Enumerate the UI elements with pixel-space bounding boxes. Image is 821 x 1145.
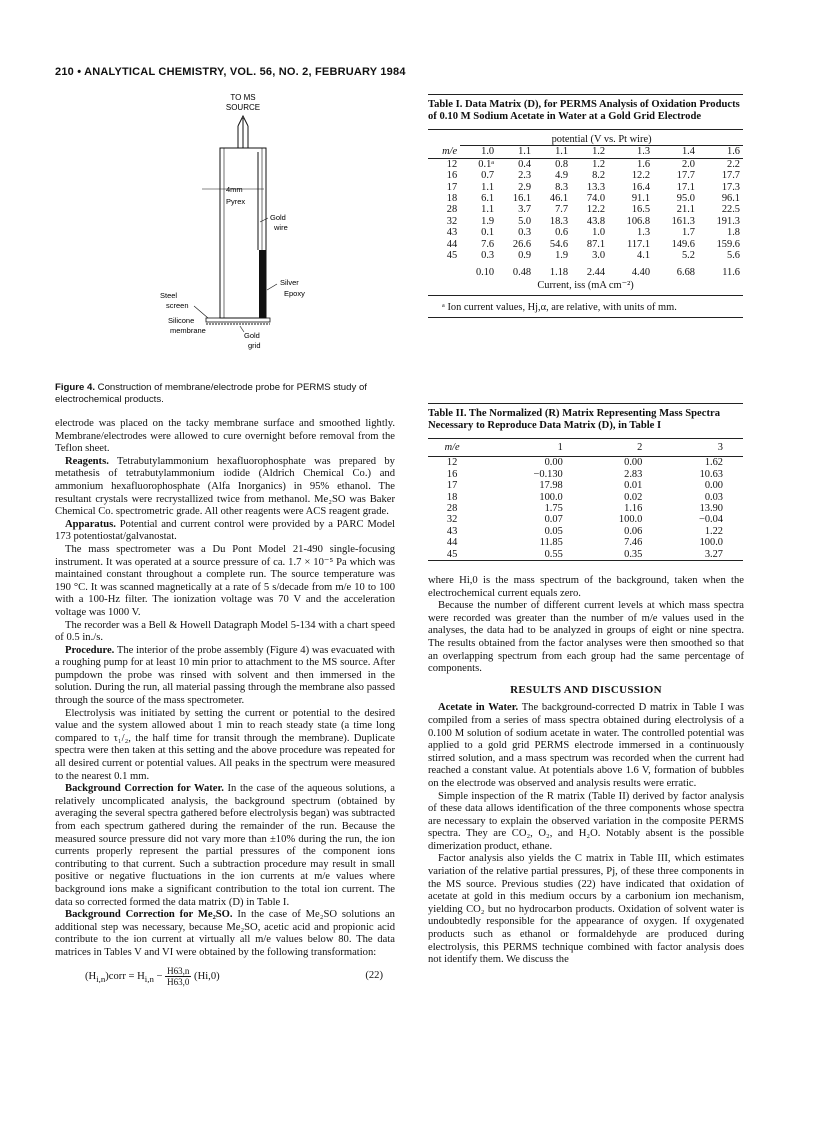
table-1-current-label: Current, iss (mA cm⁻²) <box>428 279 743 296</box>
table-row <box>428 526 743 537</box>
table-cell: 43.8 <box>586 215 606 227</box>
table-1-me-header: m/e <box>442 146 458 158</box>
table-cell: 100.0 <box>699 537 723 549</box>
head-reagents: Reagents. <box>65 455 109 467</box>
table-row <box>428 227 743 238</box>
head-apparatus: Apparatus. <box>65 518 116 530</box>
table-cell: 0.00 <box>704 480 723 492</box>
table-cell: 1.8 <box>727 227 740 239</box>
table-cell: 96.1 <box>721 193 740 205</box>
table-cell: 2.9 <box>518 181 532 193</box>
table-cell: 18 <box>446 491 458 503</box>
table-row <box>428 514 743 525</box>
table-cell: 28 <box>446 204 458 216</box>
equation-number: (22) <box>365 969 383 981</box>
table-1-current-cell: 6.68 <box>676 267 695 279</box>
table-row <box>428 239 743 250</box>
table-row <box>428 216 743 227</box>
table-cell: 16 <box>446 468 458 480</box>
table-1-col-header: 1.6 <box>727 146 740 158</box>
table-cell: −0.130 <box>533 468 563 480</box>
table-2-caption: Table II. The Normalized (R) Matrix Representing Mass Spectra Necessary to Reproduce Data Matrix (D), in Table I <box>428 408 720 431</box>
para-procedure <box>55 645 395 708</box>
table-cell: 22.5 <box>721 204 740 216</box>
table-cell: 74.0 <box>586 193 606 205</box>
table-cell: 3.7 <box>518 204 532 216</box>
table-1-header-row <box>428 146 743 158</box>
table-cell: 16.1 <box>512 193 532 205</box>
table-cell: 1.1 <box>481 204 495 216</box>
fig-label-steel-1: Steel <box>160 291 178 300</box>
figure-caption-label: Figure 4. <box>55 382 95 393</box>
table-cell: 17.7 <box>676 170 695 182</box>
table-cell: 0.01 <box>624 480 643 492</box>
table-cell: 6.1 <box>481 193 495 205</box>
table-cell: 17.1 <box>676 181 695 193</box>
table-cell: 1.9 <box>555 250 569 262</box>
text-reagents: Tetrabutylammonium hexafluorophosphate was prepared by metathesis of tetrabutylammonium iodide (Aldrich Chemical Co.) and ammonium hexafluorophosphate (Alfa Inorganics) in 95% ethanol. The resultant crystals were recrystallized twice from methanol. Me₂SO was Baker Chemical Co. spectrometric grade. All other reagents were ACS reagent grade. <box>55 455 395 518</box>
table-1-col-header: 1.1 <box>555 146 569 158</box>
table-cell: 0.4 <box>518 158 532 170</box>
table-cell: 1.1 <box>481 181 495 193</box>
table-1-col-header: 1.0 <box>481 146 495 158</box>
table-cell: 8.3 <box>555 181 569 193</box>
table-cell: 95.0 <box>676 193 695 205</box>
fig-label-gold-grid-1: Gold <box>244 331 260 340</box>
table-2-col-header: 1 <box>557 442 563 453</box>
table-cell: 1.16 <box>624 503 643 515</box>
table-cell: 2.2 <box>727 158 740 170</box>
table-cell: 0.3 <box>518 227 532 239</box>
eq-frac-den: H63,0 <box>167 976 190 987</box>
table-2-col-header: m/e <box>444 442 460 453</box>
eq-fraction <box>165 966 191 987</box>
table-cell: 100.0 <box>618 514 643 526</box>
table-cell: 0.9 <box>518 250 532 262</box>
table-cell: 17 <box>446 181 458 193</box>
table-cell: 5.6 <box>727 250 740 262</box>
table-1-current-cell: 0.10 <box>475 267 495 279</box>
table-cell: 0.7 <box>481 170 495 182</box>
table-1-current-cell: 0.48 <box>512 267 532 279</box>
table-row <box>428 480 743 491</box>
para-mass-spectrometer: The mass spectrometer was a Du Pont Model 21-490 single-focusing instrument. It was operated at a source pressure of ca. 1.7 × 10⁻⁵ Pa which was maintained constant throughout a complete run. The source temperature was 190 °C. It was scanned magnetically at a rate of 5 s/decade from m/e 10 to 100 with a 100-Hz filter. The ionization voltage was 70 V and the acceleration voltage was 1000 V. <box>55 543 395 618</box>
table-cell: 12.2 <box>586 204 606 216</box>
table-cell: 159.6 <box>716 238 740 250</box>
equation-body: $(H_{i,n})corr = H_{i,n}$ − $\frac{H63,n}{H63,0}$ (Hi,0) <box>85 965 220 987</box>
probe-diagram <box>140 90 400 370</box>
fig-label-gold-grid-2: grid <box>248 341 261 350</box>
para-acetate <box>428 702 744 790</box>
table-2-grid <box>428 438 743 561</box>
para-background-me2so <box>55 909 395 959</box>
table-cell: 26.6 <box>512 238 532 250</box>
fig-label-steel-2: screen <box>166 301 189 310</box>
table-cell: 46.1 <box>549 193 569 205</box>
eq-tail: (Hi,0) <box>194 970 220 982</box>
table-2-header-row <box>428 439 743 457</box>
table-cell: 17.98 <box>539 480 563 492</box>
table-cell: 100.0 <box>539 491 563 503</box>
table-1-potential-header: potential (V vs. Pt wire) <box>460 130 743 146</box>
eq-rhs-sub: i,n <box>144 973 154 984</box>
table-cell: 1.3 <box>637 227 651 239</box>
text-procedure: The interior of the probe assembly (Figure 4) was evacuated with a roughing pump for at least 10 min prior to attachment to the MS source. After pumpdown the probe was rinsed with solvent and then immersed in the solution. During the run, all material passing through the membrane also passed through the source of the mass spectrometer. <box>55 644 395 707</box>
fig-label-silver-2: Epoxy <box>284 289 305 298</box>
table-cell: 3.27 <box>704 548 723 560</box>
table-row <box>428 469 743 480</box>
table-cell: 0.3 <box>481 250 495 262</box>
head-acetate: Acetate in Water. <box>438 702 519 714</box>
para-groups: Because the number of different current levels at which mass spectra were recorded was greater than the number of m/e values used in the analyses, the data had to be analyzed in groups of eight or nine spectra. The results obtained from the factor analyses were then smoothed so that an overlapping spectrum from each group had the same percentage of components. <box>428 600 744 675</box>
table-cell: 43 <box>446 525 458 537</box>
head-background-water: Background Correction for Water. <box>65 783 224 795</box>
table-cell: 2.3 <box>518 170 532 182</box>
table-1-col-header: 1.1 <box>518 146 532 158</box>
table-cell: 12.2 <box>631 170 651 182</box>
table-cell: 1.62 <box>704 457 723 469</box>
para-apparatus <box>55 519 395 544</box>
table-cell: 44 <box>446 238 458 250</box>
section-results-discussion: RESULTS AND DISCUSSION <box>510 683 662 696</box>
table-1-grid <box>428 129 743 279</box>
table-cell: 43 <box>446 227 458 239</box>
figure-caption-text: Construction of membrane/electrode probe for PERMS study of electrochemical products. <box>55 382 367 405</box>
table-cell: 12 <box>446 457 458 469</box>
table-cell: 0.55 <box>544 548 563 560</box>
table-cell: 2.0 <box>681 158 695 170</box>
table-cell: 16 <box>446 170 458 182</box>
head-procedure: Procedure. <box>65 644 115 656</box>
text-background-me2so: In the case of Me₂SO solutions an additional step was necessary, because Me₂SO, acetic acid and propionic acid contribute to the ion current at virtually all m/e values below 80. The data matrices in Tables V and VI were obtained by the following transformation: <box>55 909 395 958</box>
table-cell: 13.90 <box>699 503 723 515</box>
table-cell: 18.3 <box>549 215 569 227</box>
eq-lhs: (H <box>85 970 97 982</box>
fig-label-silicone-2: membrane <box>170 326 206 335</box>
table-1-currents-row <box>428 261 743 278</box>
table-cell: 1.75 <box>544 503 563 515</box>
table-cell: 149.6 <box>671 238 695 250</box>
table-cell: 0.00 <box>624 457 643 469</box>
table-cell: 0.6 <box>555 227 569 239</box>
table-cell: 1.7 <box>681 227 695 239</box>
table-cell: 21.1 <box>676 204 695 216</box>
para-background-water <box>55 783 395 909</box>
table-1-col-header: 1.4 <box>681 146 695 158</box>
table-cell: 1.22 <box>704 525 723 537</box>
equation-22 <box>55 966 395 987</box>
fig-label-gold-wire-1: Gold <box>270 213 286 222</box>
table-cell: 0.05 <box>544 525 563 537</box>
table-cell: 12 <box>446 158 458 170</box>
table-row <box>428 250 743 261</box>
table-cell: 1.0 <box>592 227 606 239</box>
table-1-col-header: 1.2 <box>592 146 606 158</box>
table-cell: 0.02 <box>624 491 643 503</box>
para-background-def: where Hi,0 is the mass spectrum of the background, taken when the electrochemical current equals zero. <box>428 575 744 599</box>
table-1-current-cell: 2.44 <box>586 267 606 279</box>
text-acetate: The background-corrected D matrix in Table I was compiled from a series of mass spectra obtained during electrolysis of a 0.100 M solution of sodium acetate in water. The controlled potential was applied to a gold grid PERMS electrode immersed in a continuously stirred solution, and a mass spectrum was recorded when the current had reached a constant value. At potentials above 1.6 V, formation of bubbles on the electrode was observed and analysis results were erratic. <box>428 702 744 789</box>
para-electrolysis: Electrolysis was initiated by setting the current or potential to the desired value and the system allowed about 1 min to reach steady state (a time long compared to τ₁/₂, the half time for transit through the membrane). Duplicate spectra were then taken at this setting and the above procedure was repeated for all desired current or potential values. All peaks in the spectrum were measured to the nearest 0.1 mm. <box>55 707 395 782</box>
table-2-col-header: 3 <box>717 442 723 453</box>
table-cell: 191.3 <box>716 215 740 227</box>
table-cell: 3.0 <box>592 250 606 262</box>
table-cell: 1.9 <box>481 215 495 227</box>
table-cell: 44 <box>446 537 458 549</box>
table-cell: 161.3 <box>671 215 695 227</box>
table-cell: 0.35 <box>624 548 643 560</box>
fig-label-to-ms: TO MS <box>230 93 256 102</box>
table-cell: 45 <box>446 548 458 560</box>
table-row <box>428 158 743 170</box>
table-cell: 18 <box>446 193 458 205</box>
text-apparatus: Potential and current control were provided by a PARC Model 173 potentiostat/galvanostat. <box>55 518 395 543</box>
right-column <box>428 575 744 967</box>
para-c-matrix: Factor analysis also yields the C matrix in Table III, which estimates variation of the relative partial pressures, Pj, of these three components in the MS source. Previous studies (22) have indicated that oxidation of acetate at gold in this medium occurs by a carbonium ion mechanism, yielding CO₂ but no hydrocarbon products. Oxidation of solvent water is undoubtedly responsible for the appearance of oxygen. If oxygenated products such as ethanol or formaldehyde are produced during electrolysis, this PERMS technique combined with factor analysis does not identify them. We discuss the <box>428 853 744 966</box>
table-cell: 1.6 <box>637 158 651 170</box>
table-2 <box>428 403 743 561</box>
table-row <box>428 549 743 561</box>
table-cell: 11.85 <box>539 537 563 549</box>
eq-lhs-post: )corr = H <box>105 970 145 982</box>
para-membrane: electrode was placed on the tacky membrane surface and smoothed lightly. Membrane/electrodes were allowed to cure overnight before removal from the Teflon sheet. <box>55 418 395 455</box>
fig-label-gold-wire-2: wire <box>274 223 288 232</box>
table-cell: −0.04 <box>698 514 723 526</box>
table-cell: 2.83 <box>624 468 643 480</box>
table-cell: 91.1 <box>631 193 651 205</box>
table-cell: 106.8 <box>626 215 651 227</box>
table-row <box>428 182 743 193</box>
table-cell: 4.1 <box>637 250 651 262</box>
running-head: 210 • ANALYTICAL CHEMISTRY, VOL. 56, NO. 2, FEBRUARY 1984 <box>55 66 406 78</box>
table-cell: 17.3 <box>721 181 740 193</box>
table-cell: 0.1ᵃ <box>478 158 495 170</box>
para-recorder: The recorder was a Bell & Howell Datagraph Model 5-134 with a chart speed of 0.5 in./s. <box>55 619 395 644</box>
table-2-col-header: 2 <box>637 442 643 453</box>
table-cell: 17 <box>446 480 458 492</box>
table-cell: 45 <box>446 250 458 262</box>
table-cell: 7.46 <box>624 537 643 549</box>
table-cell: 28 <box>446 503 458 515</box>
table-cell: 0.8 <box>555 158 569 170</box>
table-cell: 5.0 <box>518 215 532 227</box>
table-row <box>428 457 743 469</box>
table-cell: 5.2 <box>681 250 695 262</box>
table-row <box>428 492 743 503</box>
table-cell: 0.06 <box>624 525 643 537</box>
table-cell: 32 <box>446 215 458 227</box>
table-row <box>428 537 743 548</box>
table-row <box>428 503 743 514</box>
table-1-current-cell: 4.40 <box>631 267 651 279</box>
head-background-me2so: Background Correction for Me₂SO. <box>65 909 233 921</box>
fig-label-source: SOURCE <box>225 103 261 112</box>
table-1-footnote: ᵃ Ion current values, Hj,α, are relative, with units of mm. <box>428 296 743 318</box>
table-cell: 7.6 <box>481 238 495 250</box>
eq-lhs-sub: i,n <box>96 973 106 984</box>
fig-label-pyrex: Pyrex <box>226 197 246 206</box>
fig-label-silver-1: Silver <box>280 278 299 287</box>
table-cell: 117.1 <box>627 238 651 250</box>
table-1-current-cell: 11.6 <box>722 267 740 279</box>
figure-caption <box>55 382 395 405</box>
text-background-water: In the case of the aqueous solutions, a relatively uncomplicated analysis, the background spectrum (obtained by averaging the several spectra gathered before electrolysis began) was subtracted from each spectrum gathered during the remainder of the run. Because the measured source pressure did not vary more than ±10% during the run, the ion currents properly represent the partial pressures of the component ions contributing to that current. Such a subtraction procedure may result in small positive or negative fluctuations in the ion currents at m/e values where background ions make a significant contribution to the total ion current. The data so corrected formed the data matrix (D) in Table I. <box>55 783 395 908</box>
table-cell: 0.07 <box>544 514 563 526</box>
table-1-caption: Table I. Data Matrix (D), for PERMS Analysis of Oxidation Products of 0.10 M Sodium Acetate in Water at a Gold Grid Electrode <box>428 99 740 122</box>
fig-label-silicone-1: Silicone <box>168 316 195 325</box>
table-cell: 54.6 <box>549 238 569 250</box>
fig-label-4mm: 4mm <box>226 185 243 194</box>
left-column <box>55 418 395 993</box>
table-cell: 0.03 <box>704 491 723 503</box>
table-cell: 7.7 <box>555 204 569 216</box>
table-cell: 8.2 <box>592 170 606 182</box>
para-reagents <box>55 456 395 519</box>
table-cell: 1.2 <box>592 158 606 170</box>
table-cell: 32 <box>446 514 458 526</box>
table-cell: 17.7 <box>721 170 740 182</box>
table-cell: 4.9 <box>555 170 569 182</box>
table-cell: 16.4 <box>631 181 651 193</box>
para-r-matrix: Simple inspection of the R matrix (Table II) derived by factor analysis of these data allows identification of the three components whose spectra are necessary to explain the observed variation in the composite PERMS spectra. They are CO₂, O₂, and H₂O. Notably absent is the possible dimerization product, ethane. <box>428 790 744 852</box>
eq-frac-num: H63,n <box>167 965 190 976</box>
table-row <box>428 204 743 215</box>
table-cell: 87.1 <box>586 238 606 250</box>
table-row <box>428 170 743 181</box>
table-cell: 13.3 <box>586 181 606 193</box>
table-cell: 0.00 <box>544 457 563 469</box>
table-cell: 10.63 <box>699 468 723 480</box>
table-1-col-header: 1.3 <box>637 146 651 158</box>
table-row <box>428 193 743 204</box>
table-cell: 16.5 <box>631 204 651 216</box>
table-1 <box>428 94 743 318</box>
table-cell: 0.1 <box>481 227 495 239</box>
table-1-current-cell: 1.18 <box>549 267 569 279</box>
